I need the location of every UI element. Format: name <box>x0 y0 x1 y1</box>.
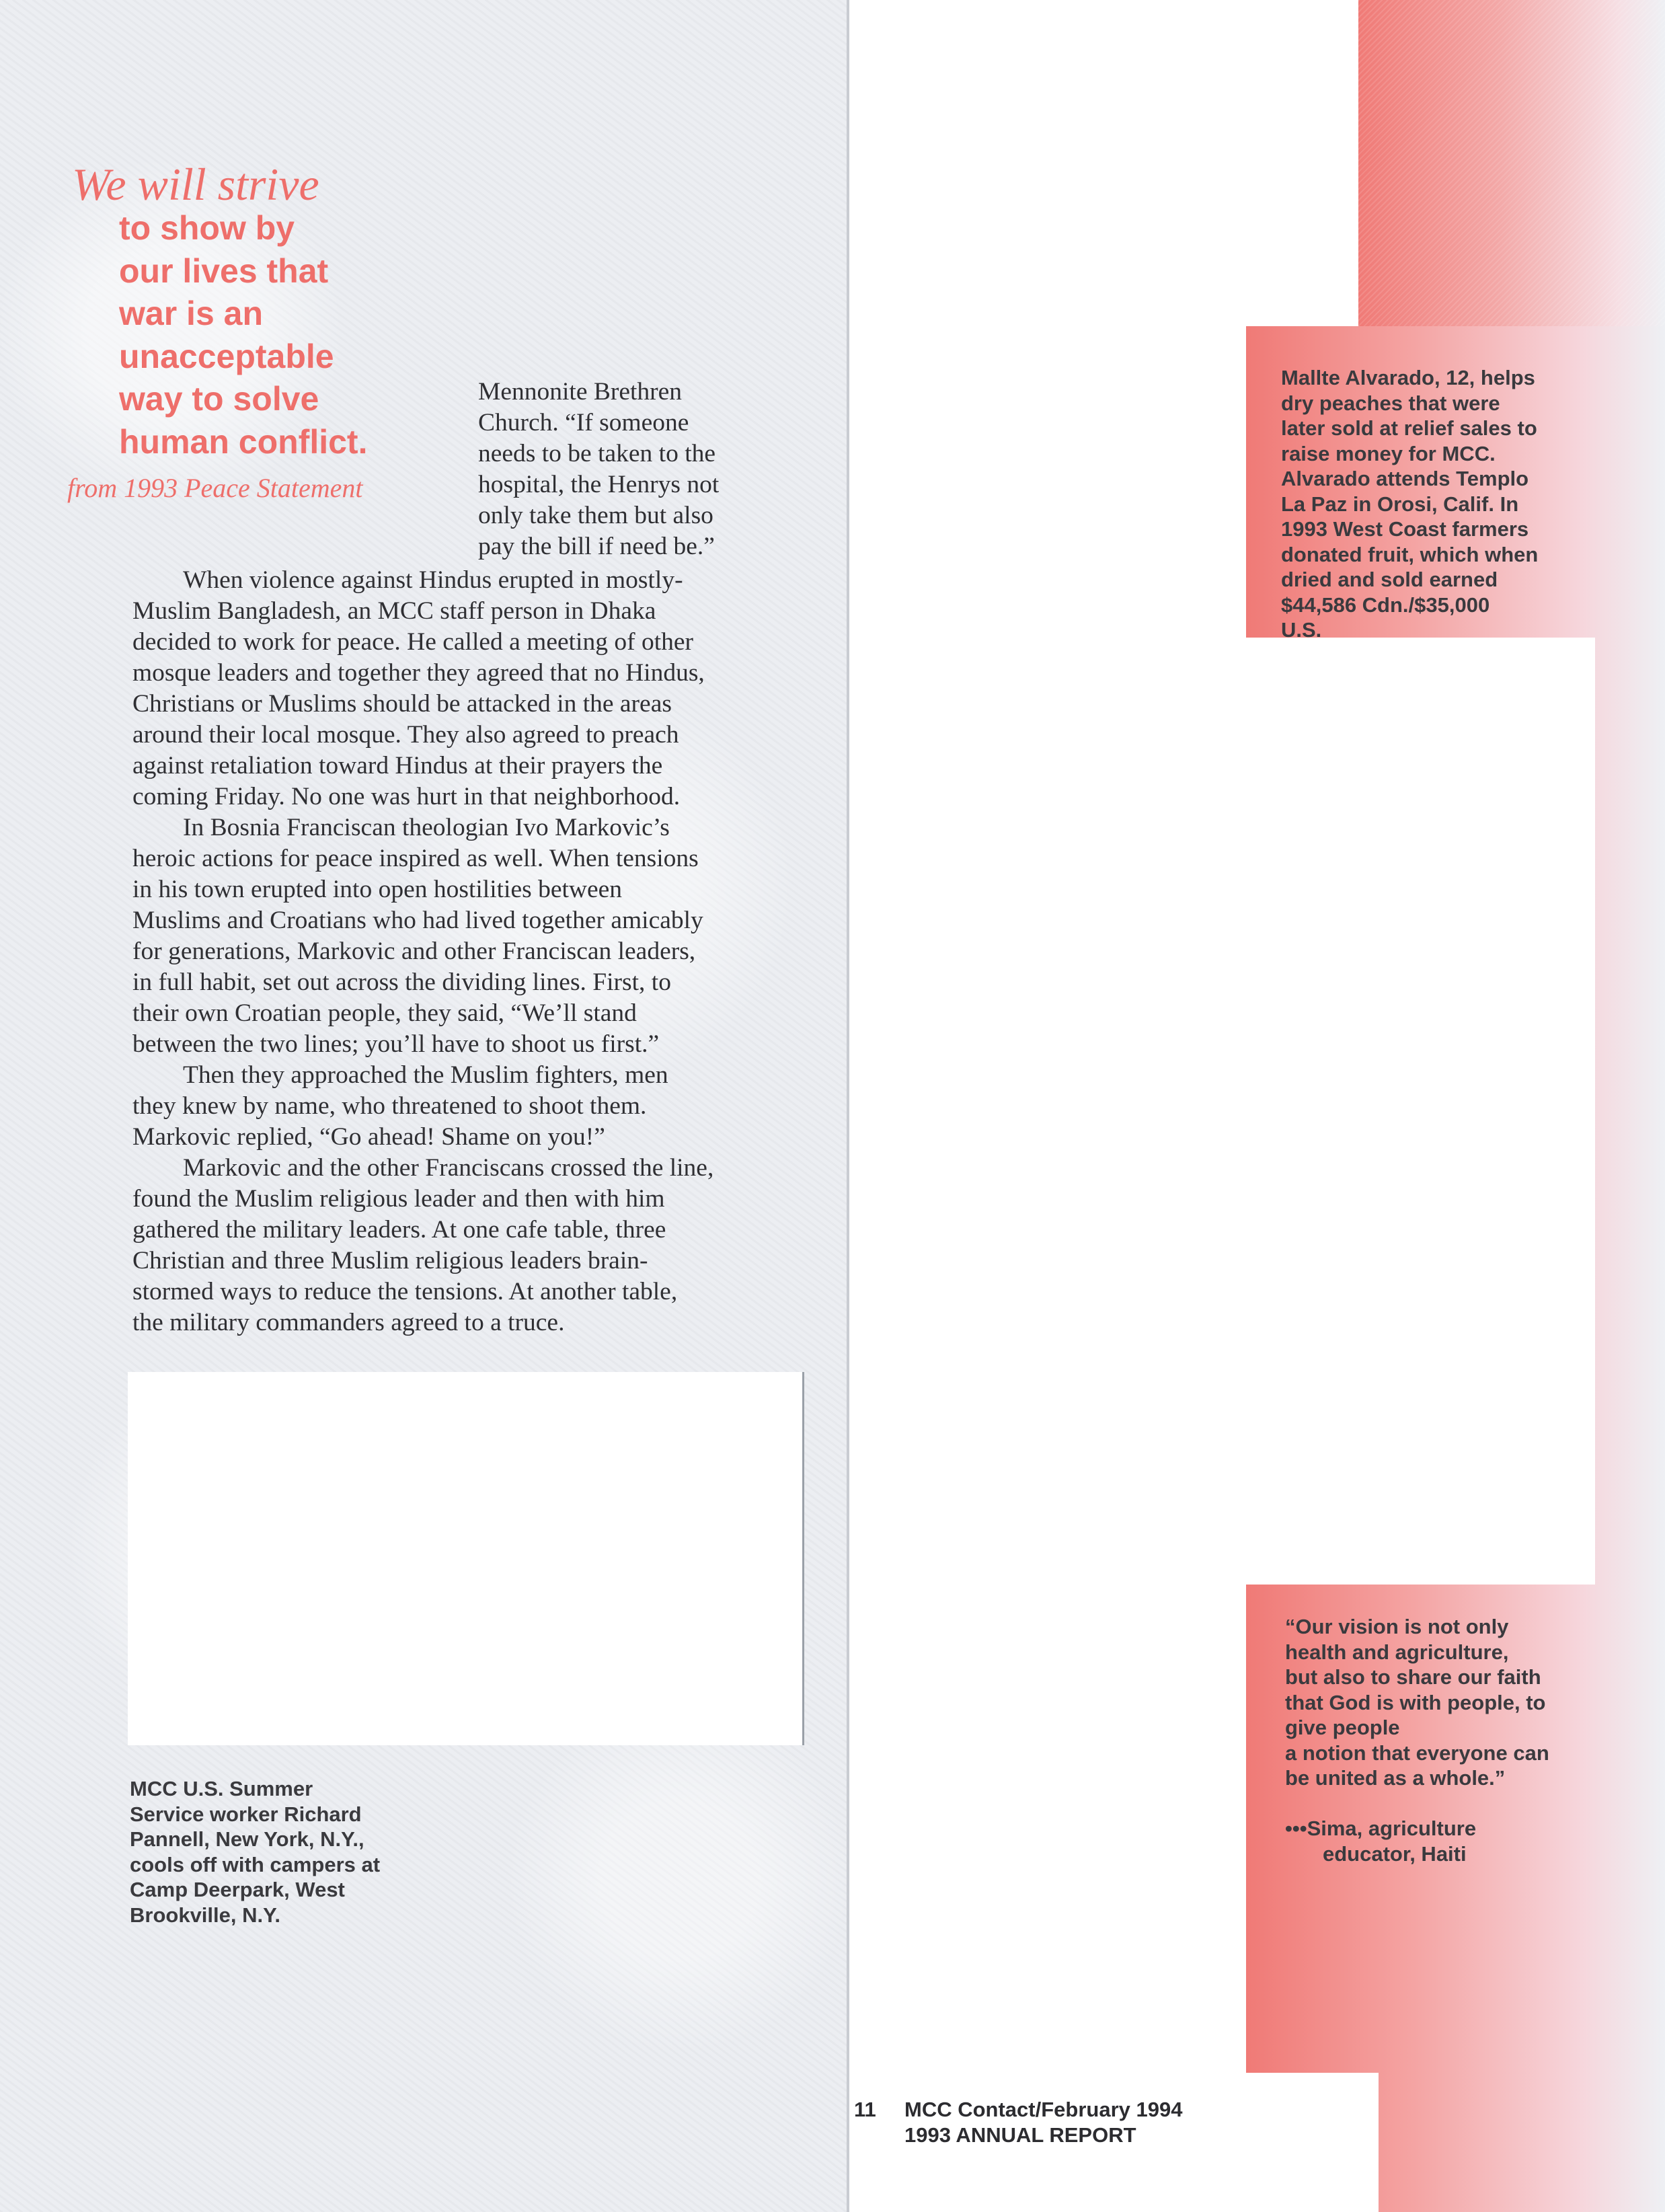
article-line: Christian and three Muslim religious leaders brain- <box>132 1247 648 1274</box>
article-line: they knew by name, who threatened to shoot them. <box>132 1092 647 1120</box>
quote-line: that God is with people, to <box>1285 1690 1546 1714</box>
caption-line: later sold at relief sales to <box>1281 416 1537 440</box>
caption-line: dried and sold earned <box>1281 568 1498 591</box>
pull-quote-line: to show by <box>119 209 295 247</box>
caption-line: $44,586 Cdn./$35,000 <box>1281 593 1490 617</box>
caption-line: dry peaches that were <box>1281 391 1500 415</box>
article-line: between the two lines; you’ll have to shoot us first.” <box>132 1030 660 1058</box>
article-line: Mennonite Brethren <box>478 378 683 406</box>
article-line: Then they approached the Muslim fighters, men <box>183 1061 668 1089</box>
caption-line: Pannell, New York, N.Y., <box>130 1827 364 1851</box>
article-line: against retaliation toward Hindus at their prayers the <box>132 752 663 779</box>
article-line: in his town erupted into open hostilities between <box>132 876 623 903</box>
photo-caption-left <box>130 1776 380 1928</box>
page-number: 11 <box>854 2098 876 2121</box>
caption-line: La Paz in Orosi, Calif. In <box>1281 492 1519 516</box>
publication-title: MCC Contact/February 1994 <box>904 2098 1183 2121</box>
caption-line: Brookville, N.Y. <box>130 1903 280 1927</box>
article-line: in full habit, set out across the dividing lines. First, to <box>132 968 671 996</box>
caption-line: Service worker Richard <box>130 1802 362 1826</box>
article-narrow-column <box>478 377 719 562</box>
article-line: their own Croatian people, they said, “We’ll stand <box>132 999 637 1027</box>
article-line: only take them but also <box>478 502 713 529</box>
pull-quote-line: way to solve <box>119 380 319 418</box>
article-line: gathered the military leaders. At one cafe table, three <box>132 1216 666 1244</box>
accent-band-top <box>1358 0 1665 326</box>
caption-line: cools off with campers at <box>130 1852 381 1876</box>
page-footer <box>854 2097 1182 2148</box>
caption-line: MCC U.S. Summer <box>130 1777 313 1800</box>
article-line: Markovic replied, “Go ahead! Shame on you!” <box>132 1123 605 1151</box>
article-line: coming Friday. No one was hurt in that neighborhood. <box>132 783 681 810</box>
photo-caption-right <box>1281 365 1538 638</box>
article-line: Markovic and the other Franciscans crossed the line, <box>183 1154 714 1182</box>
photo-placeholder-right <box>853 638 1595 1585</box>
article-line: found the Muslim religious leader and then with him <box>132 1185 665 1213</box>
article-line: In Bosnia Franciscan theologian Ivo Markovic’s <box>183 814 670 841</box>
pull-quote-source: from 1993 Peace Statement <box>67 473 363 503</box>
article-line: stormed ways to reduce the tensions. At another table, <box>132 1278 678 1305</box>
sidebar-quote <box>1285 1614 1549 1791</box>
bullet-dots: ••• <box>1285 1817 1307 1840</box>
attribution-line: Sima, agriculture <box>1307 1817 1477 1840</box>
pull-quote-line: human conflict. <box>119 422 368 461</box>
article-line: hospital, the Henrys not <box>478 471 720 498</box>
photo-placeholder-left <box>128 1372 804 1745</box>
pull-quote-line: war is an <box>119 295 263 332</box>
article-line: around their local mosque. They also agreed to preach <box>132 721 679 749</box>
caption-line: donated fruit, which when <box>1281 542 1539 566</box>
article-line: decided to work for peace. He called a meeting of other <box>132 628 693 656</box>
article-line: for generations, Markovic and other Franciscan leaders, <box>132 938 696 965</box>
blank-corner <box>1246 2073 1379 2212</box>
attribution-line: educator, Haiti <box>1323 1841 1467 1866</box>
pull-quote <box>119 207 469 463</box>
article-line: Christians or Muslims should be attacked in the areas <box>132 690 672 718</box>
caption-line: Camp Deerpark, West <box>130 1878 345 1901</box>
article-line: heroic actions for peace inspired as well. When tensions <box>132 845 699 872</box>
page-fold-edge <box>847 0 849 2212</box>
caption-line: 1993 West Coast farmers <box>1281 517 1529 541</box>
article-line: Church. “If someone <box>478 409 689 436</box>
quote-line: “Our vision is not only <box>1285 1615 1509 1638</box>
quote-line: give people <box>1285 1716 1400 1739</box>
report-title: 1993 ANNUAL REPORT <box>904 2123 1136 2147</box>
article-line: needs to be taken to the <box>478 440 716 467</box>
quote-line: a notion that everyone can <box>1285 1741 1549 1765</box>
article-line: pay the bill if need be.” <box>478 533 715 560</box>
quote-line: be united as a whole.” <box>1285 1766 1506 1790</box>
article-line: the military commanders agreed to a truce. <box>132 1309 565 1336</box>
quote-line: but also to share our faith <box>1285 1665 1541 1689</box>
quote-line: health and agriculture, <box>1285 1640 1509 1664</box>
quote-attribution <box>1285 1816 1476 1866</box>
article-body <box>132 565 713 1338</box>
article-line: When violence against Hindus erupted in mostly- <box>183 566 683 594</box>
pull-quote-line: unacceptable <box>119 337 334 375</box>
article-line: mosque leaders and together they agreed that no Hindus, <box>132 659 705 687</box>
pull-quote-line: our lives that <box>119 252 329 290</box>
caption-line: Alvarado attends Templo <box>1281 467 1529 490</box>
caption-line: raise money for MCC. <box>1281 441 1496 465</box>
article-line: Muslims and Croatians who had lived together amicably <box>132 907 703 934</box>
caption-line: U.S. <box>1281 618 1322 638</box>
article-line: Muslim Bangladesh, an MCC staff person in Dhaka <box>132 597 656 625</box>
caption-line: Mallte Alvarado, 12, helps <box>1281 366 1535 389</box>
pull-quote-lead: We will strive <box>72 159 319 210</box>
